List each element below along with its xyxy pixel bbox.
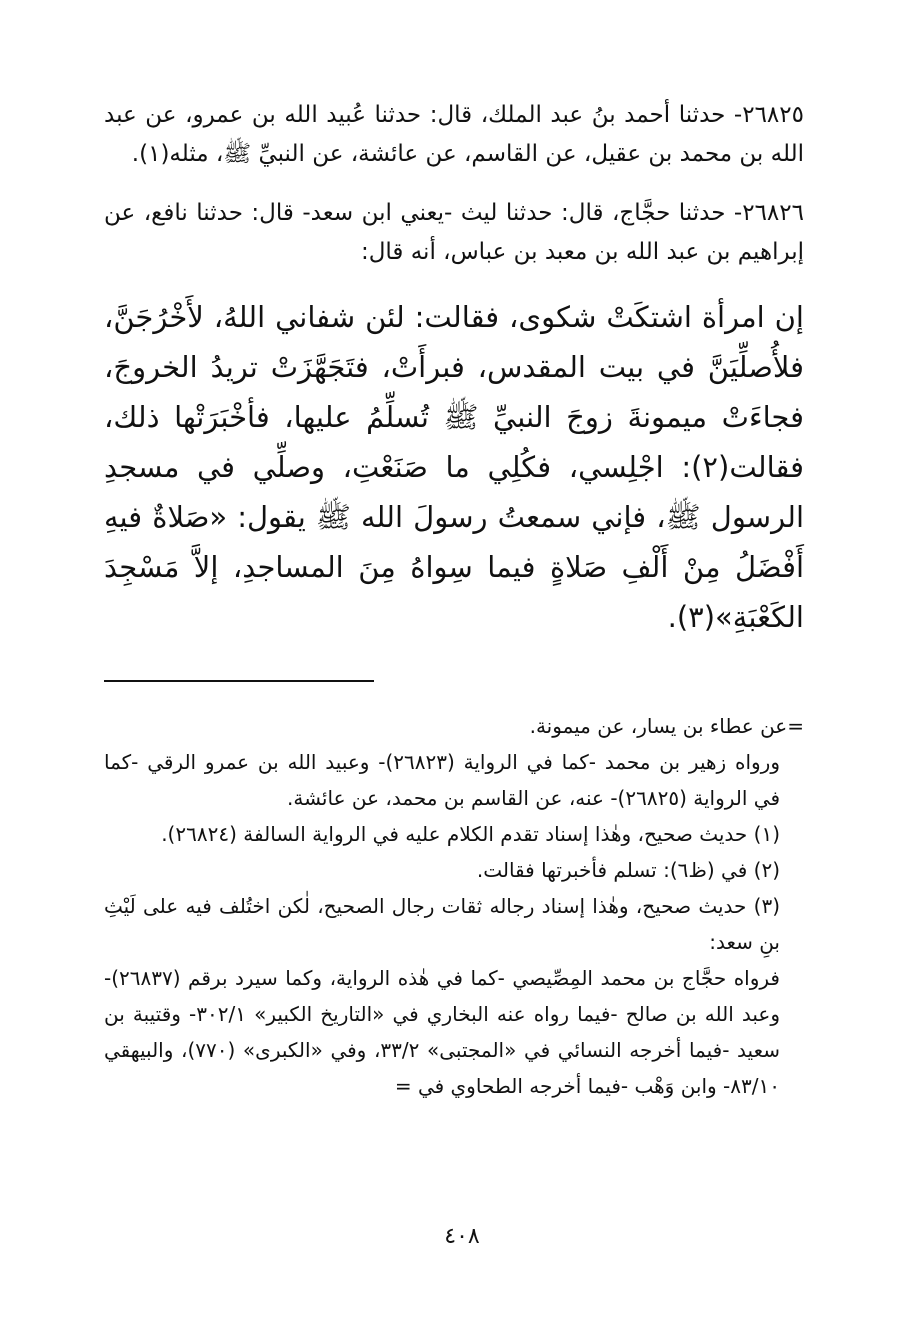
page-number: ٤٠٨ [444,1224,480,1249]
footnote-1: (١) حديث صحيح، وهٰذا إسناد تقدم الكلام عليه في الرواية السالفة (٢٦٨٢٤). [161,822,780,846]
hadith-26826: ٢٦٨٢٦- حدثنا حجَّاج، قال: حدثنا ليث -يعني ابن سعد- قال: حدثنا نافع، عن إبراهيم بن عبد الله بن معبد بن عباس، أنه قال: [104,200,804,265]
footnote-continued: =عن عطاء بن يسار، عن ميمونة. [529,714,804,738]
footnotes [104,708,804,1104]
hadith-26825: ٢٦٨٢٥- حدثنا أحمد بنُ عبد الملك، قال: حدثنا عُبيد الله بن عمرو، عن عبد الله بن محمد بن عقيل، عن القاسم، عن عائشة، عن النبيِّ ﷺ، مثله(١). [104,102,804,167]
footnote-separator [104,680,374,682]
footnote-riwaya: ورواه زهير بن محمد -كما في الرواية (٢٦٨٢٣)- وعبيد الله بن عمرو الرقي -كما في الرواية (٢٦٨٢٥)- عنه، عن القاسم بن محمد، عن عائشة. [104,750,780,810]
footnote-3-continued: فرواه حجَّاج بن محمد المِصِّيصي -كما في هٰذه الرواية، وكما سيرد برقم (٢٦٨٣٧)- وعبد الله بن صالح -فيما رواه عنه البخاري في «التاريخ الكبير» ٣٠٢/١- وقتيبة بن سعيد -فيما أخرجه النسائي في «المجتبى» ٣٣/٢، وفي «الكبرى» (٧٧٠)، والبيهقي ٨٣/١٠- وابن وَهْب -فيما أخرجه الطحاوي في = [104,966,780,1098]
footnote-2: (٢) في (ظ٦): تسلم فأخبرتها فقالت. [476,858,780,882]
footnote-3: (٣) حديث صحيح، وهٰذا إسناد رجاله ثقات رجال الصحيح، لٰكن اختُلف فيه على لَيْثِ بنِ سعد: [104,894,780,954]
hadith-matn: إن امرأة اشتكَتْ شكوى، فقالت: لئن شفاني اللهُ، لأَخْرُجَنَّ، فلأُصلِّيَنَّ في بيت المقدس، فبرأَتْ، فتَجَهَّزَتْ تريدُ الخروجَ، فجاءَتْ ميمونةَ زوجَ النبيِّ ﷺ تُسلِّمُ عليها، فأخْبَرَتْها ذلك، فقالت(٢): اجْلِسي، فكُلِي ما صَنَعْتِ، وصلِّي في مسجدِ الرسول ﷺ، فإني سمعتُ رسولَ الله ﷺ يقول: «صَلاةٌ فيهِ أَفْضَلُ مِنْ أَلْفِ صَلاةٍ فيما سِواهُ مِنَ المساجدِ، إلاَّ مَسْجِدَ الكَعْبَةِ»(٣). [104,300,804,634]
